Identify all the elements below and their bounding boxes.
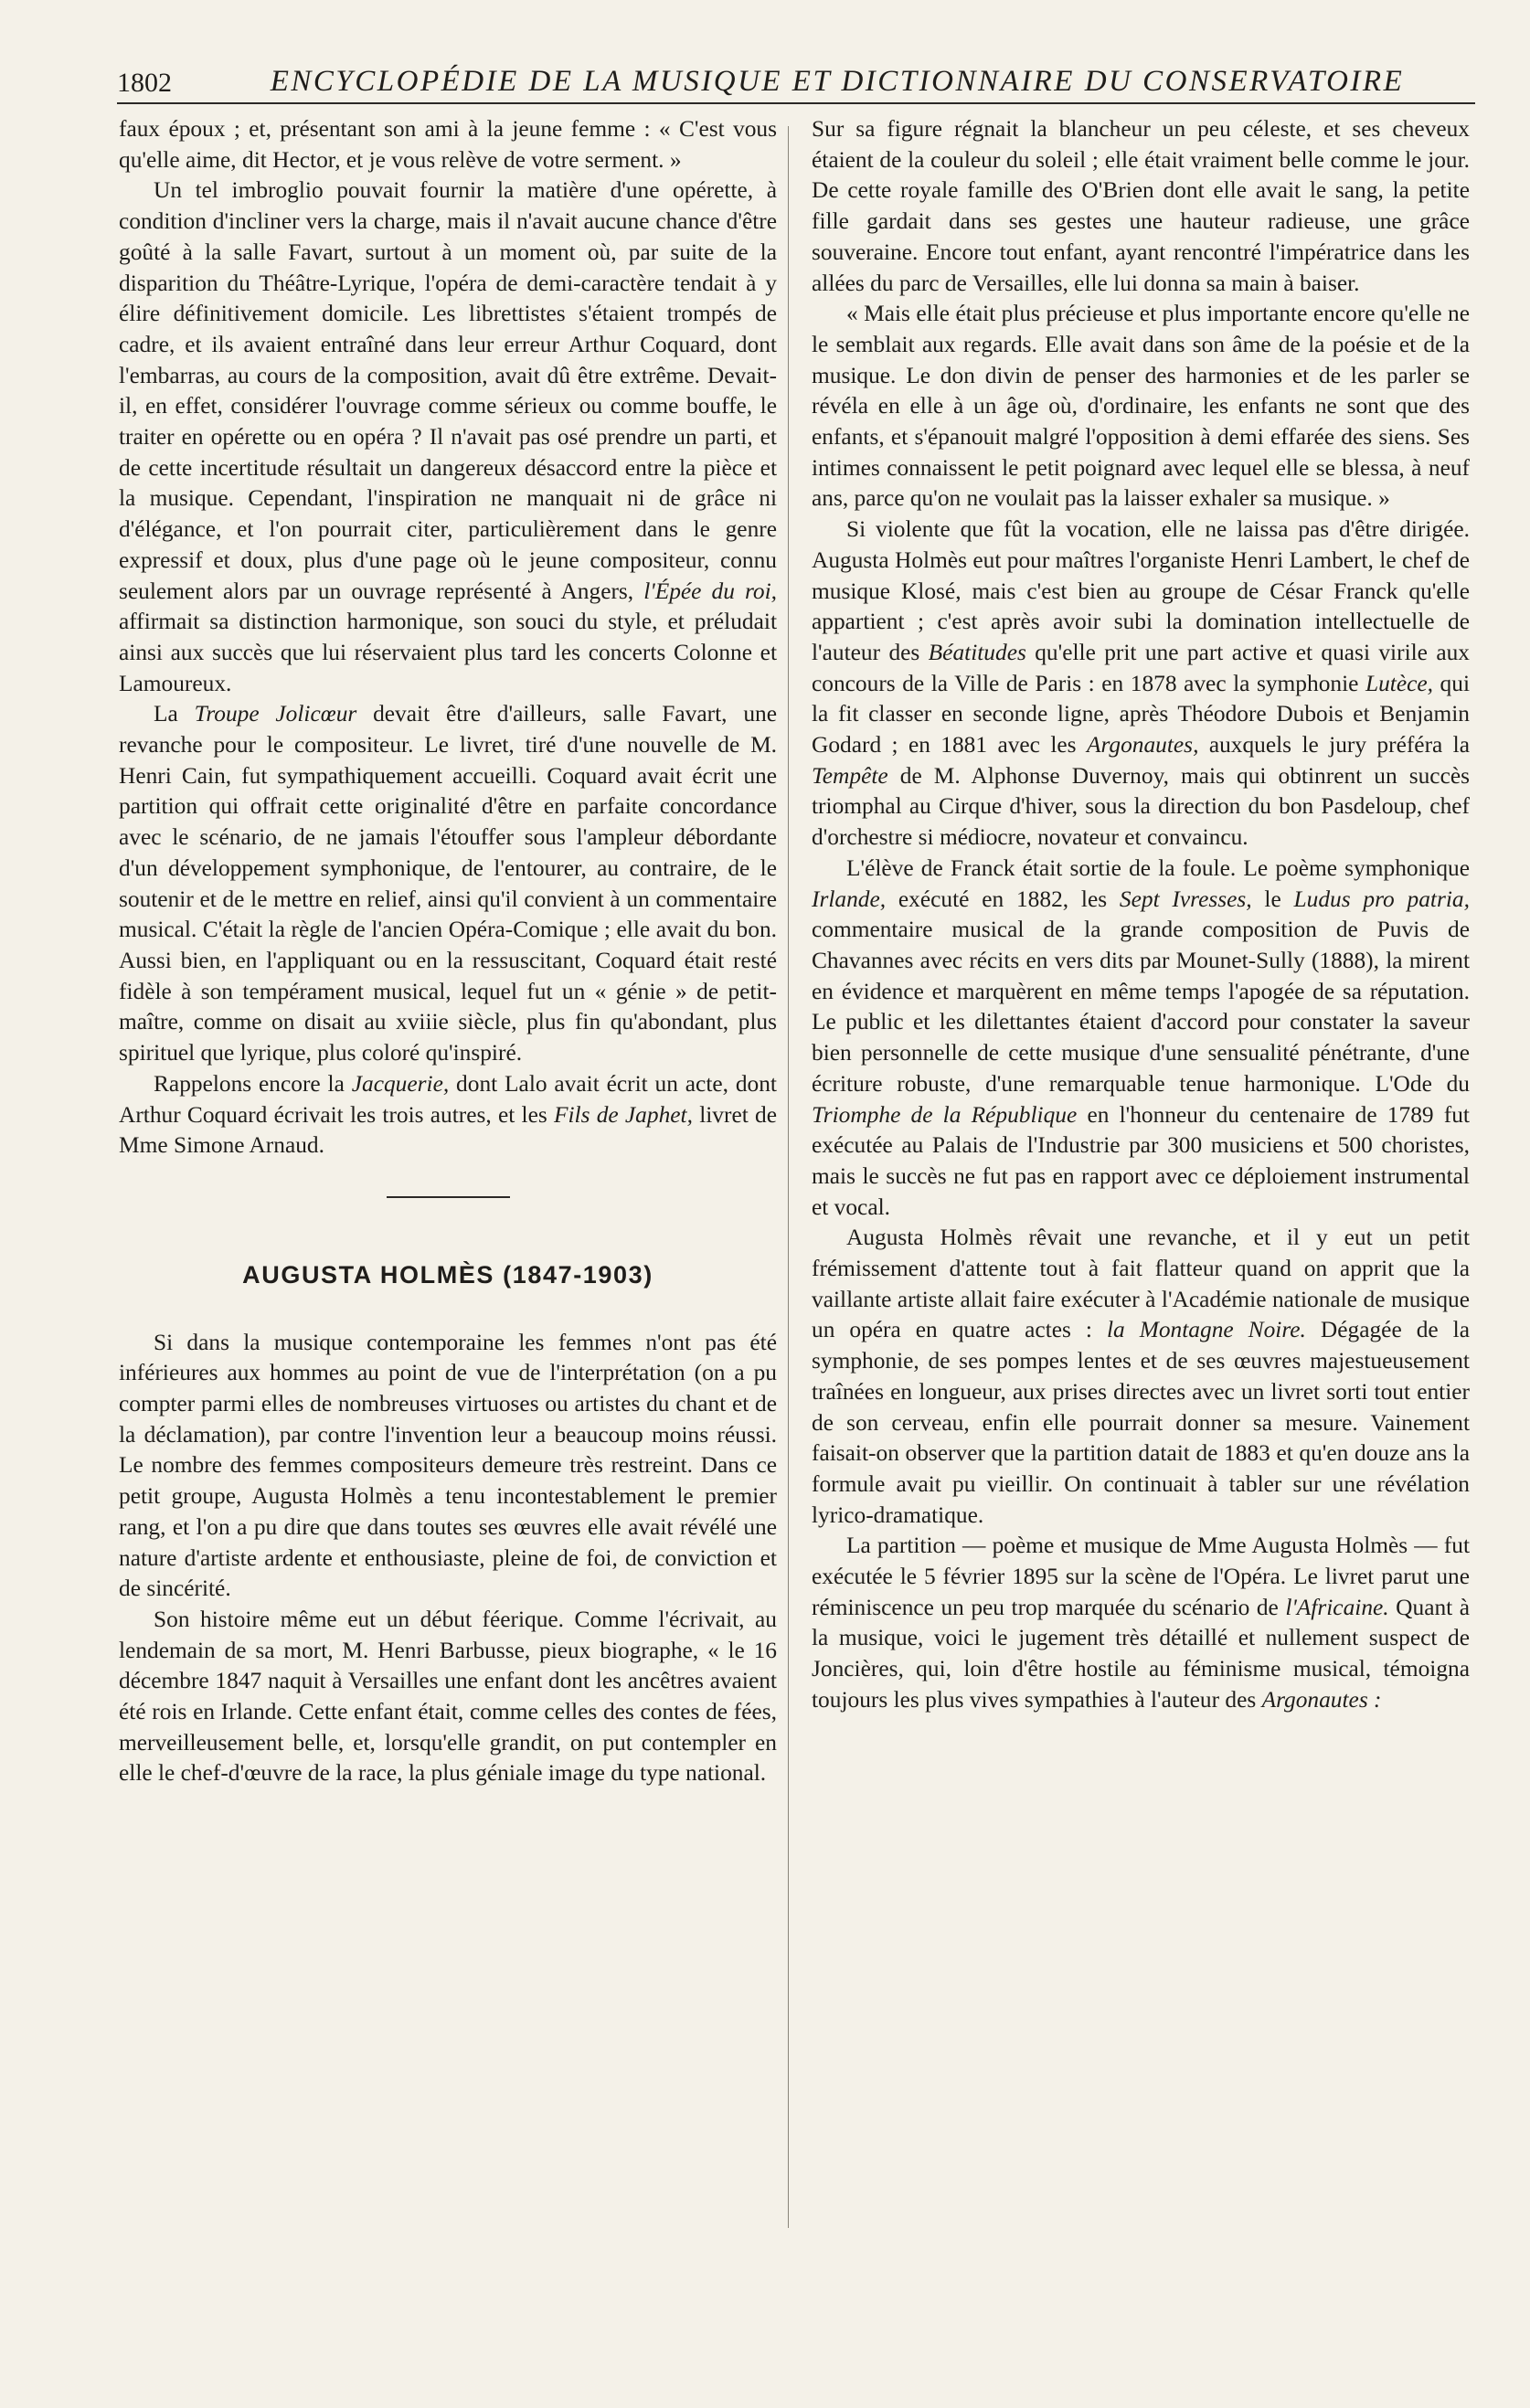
paragraph: Son histoire même eut un début féerique. Comme l'écrivait, au lendemain de sa mort, M. Henri Barbusse, pieux biographe, « le 16 décembre 1847 naquit à Versailles une enfant dont les ancêtres avaient été rois en Irlande. Cette enfant était, comme celles des contes de fées, merveilleusement belle, et, lorsqu'elle grandit, on put contempler en elle le chef-d'œuvre de la race, la plus géniale image du type national. [119, 1606, 777, 1787]
page-number: 1802 [117, 68, 172, 98]
running-title: ENCYCLOPÉDIE DE LA MUSIQUE ET DICTIONNAIRE DU CONSERVATOIRE [270, 65, 1405, 98]
paragraph: faux époux ; et, présentant son ami à la jeune femme : « C'est vous qu'elle aime, dit Hector, et je vous relève de votre serment. » [119, 116, 777, 173]
page-header [117, 66, 1475, 104]
paragraph: « Mais elle était plus précieuse et plus importante encore qu'elle ne le semblait aux regards. Elle avait dans son âme de la poésie et de la musique. Le don divin de penser des harmonies et de les parler se révéla en elle à un âge où, d'ordinaire, les enfants ne sont que des enfants, et s'épanouit malgré l'opposition à demi effarée des siens. Ses intimes connaissent le petit poignard avec lequel elle se blessa, à neuf ans, parce qu'on ne voulait pas la laisser exhaler sa musique. » [812, 301, 1470, 512]
section-title: AUGUSTA HOLMÈS (1847-1903) [242, 1260, 653, 1289]
column-divider [788, 126, 789, 2228]
paragraph: La partition — poème et musique de Mme Augusta Holmès — fut exécutée le 5 février 1895 sur la scène de l'Opéra. Le livret parut une réminiscence un peu trop marquée du scénario de l'Africaine. Quant à la musique, voici le jugement très détaillé et nullement suspect de Joncières, qui, loin d'être hostile au féminisme musical, témoigna toujours les plus vives sympathies à l'auteur des Argonautes : [812, 1533, 1470, 1713]
paragraph: Sur sa figure régnait la blancheur un peu céleste, et ses cheveux étaient de la couleur du soleil ; elle était vraiment belle comme le jour. De cette royale famille des O'Brien dont elle avait le sang, la petite fille gardait dans ses gestes une hauteur radieuse, une grâce souveraine. Encore tout enfant, ayant rencontré l'impératrice dans les allées du parc de Versailles, elle lui donna sa main à baiser. [812, 116, 1470, 296]
paragraph: L'élève de Franck était sortie de la foule. Le poème symphonique Irlande, exécuté en 1882, les Sept Ivresses, le Ludus pro patria, commentaire musical de la grande composition de Puvis de Chavannes avec récits en vers dits par Mounet-Sully (1888), la mirent en évidence et marquèrent en même temps l'apogée de sa réputation. Le public et les dilettantes étaient d'accord pour constater la saveur bien personnelle de cette musique d'une sensualité pénétrante, d'une écriture robuste, d'une remarquable tenue harmonique. L'Ode du Triomphe de la République en l'honneur du centenaire de 1789 fut exécutée au Palais de l'Industrie par 300 musiciens et 500 choristes, mais le succès ne fut pas en rapport avec ce déploiement instrumental et vocal. [812, 854, 1470, 1220]
section-separator [387, 1196, 510, 1198]
left-column [119, 114, 777, 1789]
paragraph: Un tel imbroglio pouvait fournir la matière d'une opérette, à condition d'incliner vers la charge, mais il n'avait aucune chance d'être goûté à la salle Favart, surtout à un moment où, par suite de la disparition du Théâtre-Lyrique, l'opéra de demi-caractère tendait à y élire définitivement domicile. Les librettistes s'étaient trompés de cadre, et ils avaient entraîné dans leur erreur Arthur Coquard, dont l'embarras, au cours de la composition, avait dû être extrême. Devait-il, en effet, considérer l'ouvrage comme sérieux ou comme bouffe, le traiter en opérette ou en opéra ? Il n'avait pas osé prendre un parti, et de cette incertitude résultait un dangereux désaccord entre la pièce et la musique. Cependant, l'inspiration ne manquait ni de grâce ni d'élégance, et l'on pourrait citer, particulièrement dans le genre expressif et doux, plus d'une page où le jeune compositeur, connu seulement alors par un ouvrage représenté à Angers, l'Épée du roi, affirmait sa distinction harmonique, son souci du style, et préludait ainsi aux succès que lui réservaient plus tard les concerts Colonne et Lamoureux. [119, 177, 777, 696]
paragraph: Augusta Holmès rêvait une revanche, et il y eut un petit frémissement d'attente tout à fait flatteur quand on apprit que la vaillante artiste allait faire exécuter à l'Académie nationale de musique un opéra en quatre actes : la Montagne Noire. Dégagée de la symphonie, de ses pompes lentes et de ses œuvres majestueusement traînées en longueur, aux prises directes avec un livret sorti tout entier de son cerveau, enfin elle pourrait donner sa mesure. Vainement faisait-on observer que la partition datait de 1883 et qu'en douze ans la formule avait pu vieillir. On continuait à tabler sur une révélation lyrico-dramatique. [812, 1225, 1470, 1528]
paragraph: Si dans la musique contemporaine les femmes n'ont pas été inférieures aux hommes au point de vue de l'interprétation (on a pu compter parmi elles de nombreuses virtuoses ou artistes du chant et de la déclamation), par contre l'invention leur a beaucoup moins réussi. Le nombre des femmes compositeurs demeure très restreint. Dans ce petit groupe, Augusta Holmès a tenu incontestablement le premier rang, et l'on a pu dire que dans toutes ses œuvres elle avait révélé une nature d'artiste ardente et enthousiaste, pleine de foi, de conviction et de sincérité. [119, 1329, 777, 1602]
paragraph: Rappelons encore la Jacquerie, dont Lalo avait écrit un acte, dont Arthur Coquard écrivait les trois autres, et les Fils de Japhet, livret de Mme Simone Arnaud. [119, 1070, 777, 1159]
right-column [812, 114, 1470, 1716]
paragraph: La Troupe Jolicœur devait être d'ailleurs, salle Favart, une revanche pour le compositeur. Le livret, tiré d'une nouvelle de M. Henri Cain, fut sympathiquement accueilli. Coquard avait écrit une partition qui offrait cette originalité d'être en parfaite concordance avec le scénario, de ne jamais l'étouffer sous l'ampleur débordante d'un développement symphonique, de l'entourer, au contraire, de le soutenir et de le mettre en relief, ainsi qu'il convient à un commentaire musical. C'était la règle de l'ancien Opéra-Comique ; elle avait du bon. Aussi bien, en l'appliquant ou en la ressuscitant, Coquard était resté fidèle à son tempérament musical, lequel fut un « génie » de petit-maître, comme on disait au xviiie siècle, plus fin qu'abondant, plus spirituel que lyrique, plus coloré qu'inspiré. [119, 701, 777, 1066]
paragraph: Si violente que fût la vocation, elle ne laissa pas d'être dirigée. Augusta Holmès eut pour maîtres l'organiste Henri Lambert, le chef de musique Klosé, mais c'est bien au groupe de César Franck qu'elle appartient ; c'est après avoir subi la domination intellectuelle de l'auteur des Béatitudes qu'elle prit une part active et quasi virile aux concours de la Ville de Paris : en 1878 avec la symphonie Lutèce, qui la fit classer en seconde ligne, après Théodore Dubois et Benjamin Godard ; en 1881 avec les Argonautes, auxquels le jury préféra la Tempête de M. Alphonse Duvernoy, mais qui obtinrent un succès triomphal au Cirque d'hiver, sous la direction du bon Pasdeloup, chef d'orchestre si médiocre, novateur et convaincu. [812, 516, 1470, 851]
